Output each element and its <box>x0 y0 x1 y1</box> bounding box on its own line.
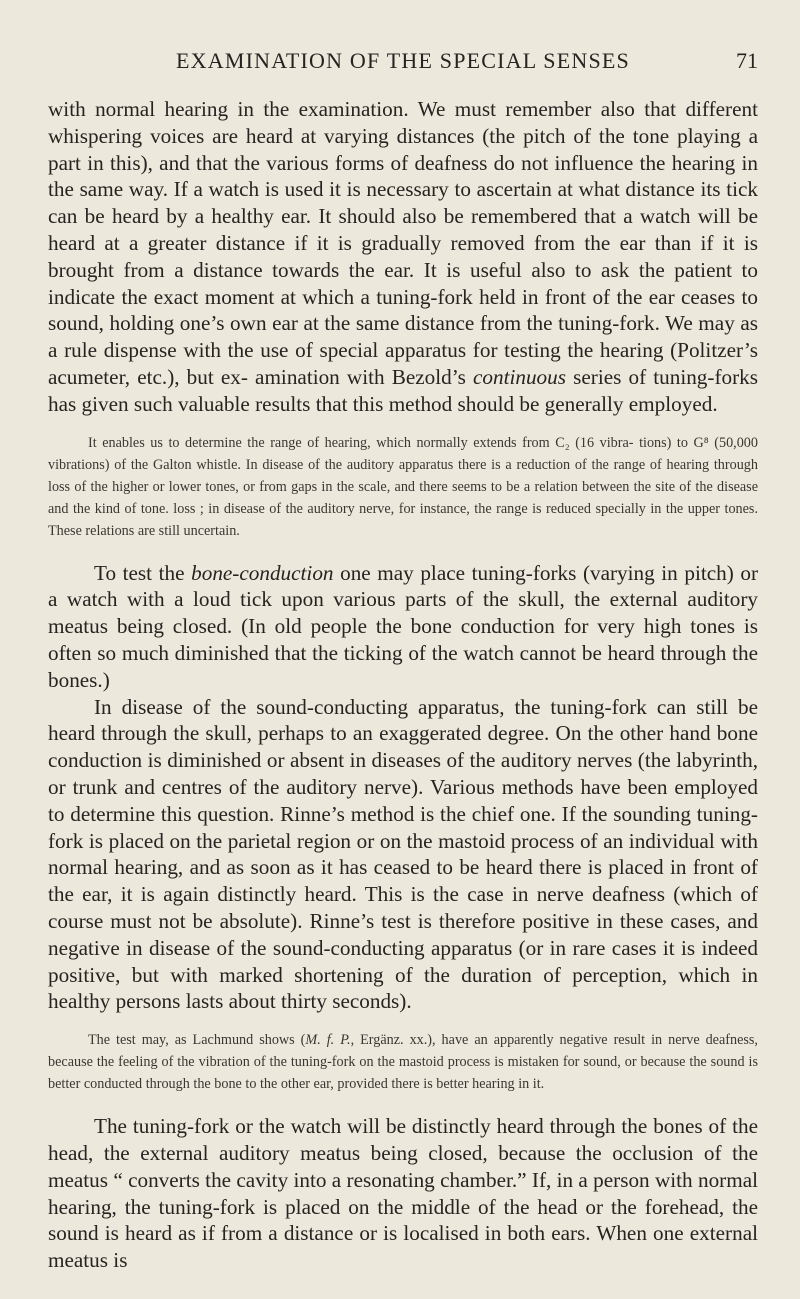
paragraph-2-end: one may place tuning-forks (varying in pitch) or a watch with a loud tick upon various parts of the skull, the external auditory meatus being closed. (In old people the bone conduction for very high tones is often so much diminished that the ticking of the watch cannot be heard through the bones.) <box>48 560 759 692</box>
running-title: EXAMINATION OF THE SPECIAL SENSES <box>176 48 630 73</box>
paragraph-2-italic: bone-conduction <box>191 560 334 585</box>
footnote-2-italic: M. f. P. <box>305 1032 351 1049</box>
footnote-2-start: The test may, as Lachmund shows ( <box>88 1032 306 1049</box>
paragraph-1-text: with normal hearing in the examination. We must remember also that different whispering voices are heard at varying distances (the pitch of the tone playing a part in this), and that the various forms of deafness do not influence the hearing in the same way. If a watch is used it is necessary to ascertain at what distance its tick can be heard by a healthy ear. It should also be remembered that a watch will be heard at a greater distance if it is gradually removed from the ear than if it is brought from a distance towards the ear. It is useful also to ask the patient to indicate the exact moment at which a tuning-fork held in front of the ear ceases to sound, holding one’s own ear at the same distance from the tuning-fork. We may as a rule dispense with the use of special apparatus for testing the hearing (Politzer’s acumeter, etc.), but ex- amination with Bezold’s <box>48 97 758 389</box>
paragraph-1-italic: continuous <box>472 364 566 389</box>
paragraph-3: In disease of the sound-conducting apparatus, the tuning-fork can still be heard through the skull, perhaps to an exaggerated degree. On the other hand bone conduction is diminished or absent in diseases of the auditory nerves (the labyrinth, or trunk and centres of the auditory nerve). Various methods have been employed to determine this question. Rinne’s method is the chief one. If the sounding tuning- fork is placed on the parietal region or on the mastoid process of an individual with normal hearing, and as soon as it has ceased to be heard there is placed in front of the ear, it is again distinctly heard. This is the case in nerve deafness (which of course must not be absolute). Rinne’s test is therefore positive in these cases, and negative in disease of the sound-conducting apparatus (or in rare cases it is indeed positive, but with marked shortening of the duration of perception, which in healthy persons lasts about thirty seconds). <box>48 694 758 1014</box>
paragraph-2 <box>48 560 758 694</box>
running-head <box>48 48 758 80</box>
paragraph-1 <box>48 96 758 418</box>
paragraph-4: The tuning-fork or the watch will be distinctly heard through the bones of the head, the external auditory meatus being closed, because the occlusion of the meatus “ converts the cavity into a resonating chamber.” If, in a person with normal hearing, the tuning-fork is placed on the middle of the head or the forehead, the sound is heard as if from a distance or is localised in both ears. When one external meatus is <box>48 1114 758 1273</box>
body-text <box>48 96 758 1274</box>
footnote-2-end: , Ergänz. xx.), have an apparently negative result in nerve deafness, because the feeling of the vibration of the tuning-fork on the mastoid process is mistaken for sound, or because the sound is better conducted through the bone to the other ear, provided there is better hearing in it. <box>48 1032 758 1093</box>
footnote-2 <box>48 1029 758 1095</box>
footnote-1: It enables us to determine the range of hearing, which normally extends from C₂ (16 vibra- tions) to G⁸ (50,000 vibrations) of the Galton whistle. In disease of the auditory apparatus there is a reduction of the range of hearing through loss of the higher or lower tones, or from gaps in the scale, and there seems to be a relation between the site of the disease and the kind of tone. loss ; in disease of the auditory nerve, for instance, the range is reduced specially in the upper tones. These relations are still uncertain. <box>48 434 758 539</box>
page-number: 71 <box>736 48 758 73</box>
paragraph-2-start: To test the <box>94 560 185 585</box>
paragraph-1-end: series of tuning-forks has given such valuable results that this method should be generally employed. <box>48 364 758 416</box>
